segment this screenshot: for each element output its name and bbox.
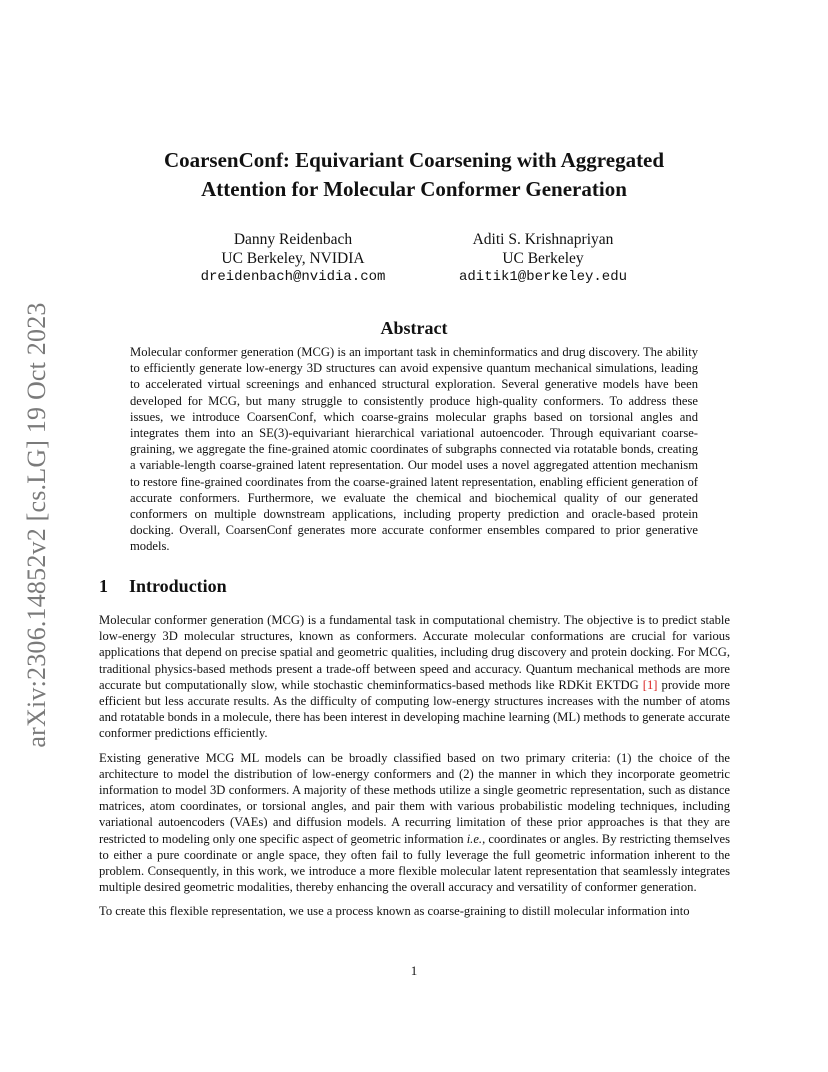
paragraph-text: , coordinates or angles. By restricting themselves to either a pure coordinate or angle space, they often fail to fully leverage the full geometric information inherent to the problem. Consequently, in this work, we introduce a more flexible molecular latent representation that seamlessly integrates multiple desired geometric modalities, thereby enhancing the overall accuracy and versatility of conformer generation. <box>99 831 730 895</box>
paper-title <box>108 146 720 204</box>
arxiv-sidebar-stamp <box>22 290 52 760</box>
paragraph-text: Existing generative MCG ML models can be broadly classified based on two primary criteria: (1) the choice of the architecture to model the distribution of low-energy conformers and (2) the manner in which they incorporate geometric information to model 3D conformers. A majority of these methods utilize a single geometric representation, such as distance matrices, atom coordinates, or torsional angles, and pair them with various probabilistic modeling techniques, including variational autoencoders (VAEs) and diffusion models. A recurring limitation of these prior approaches is that they are restricted to modeling only one specific aspect of geometric information <box>99 750 730 846</box>
body-text <box>99 612 730 928</box>
title-line-1: CoarsenConf: Equivariant Coarsening with Aggregated <box>163 148 665 172</box>
paragraph-1 <box>99 612 730 742</box>
author-2 <box>432 230 654 287</box>
italic-text: i.e. <box>466 831 483 846</box>
author-affiliation: UC Berkeley <box>502 250 584 267</box>
abstract-heading: Abstract <box>380 318 448 338</box>
author-email[interactable]: dreidenbach@nvidia.com <box>200 269 386 285</box>
section-heading <box>99 576 227 597</box>
section-number: 1 <box>99 576 108 596</box>
paragraph-text: Molecular conformer generation (MCG) is a fundamental task in computational chemistry. The objective is to predict stable low-energy 3D molecular structures, known as conformers. Accurate molecular conformations are crucial for various applications that depend on precise spatial and geometric qualities, including drug discovery and protein docking. For MCG, traditional physics-based methods present a trade-off between speed and accuracy. Quantum mechanical methods are more accurate but computationally slow, while stochastic cheminformatics-based methods like RDKit EKTDG <box>99 613 730 692</box>
title-line-2: Attention for Molecular Conformer Generation <box>201 177 627 201</box>
paragraph-text: provide more efficient but less accurate results. As the difficulty of computing low-energy structures increases with the number of atoms and rotatable bonds in a molecule, there has been interest in developing machine learning (ML) methods to generate accurate conformer predictions efficiently. <box>99 677 730 741</box>
abstract-text: Molecular conformer generation (MCG) is an important task in cheminformatics and drug discovery. The ability to efficiently generate low-energy 3D structures can avoid expensive quantum mechanical simulations, leading to accelerated virtual screenings and enhanced structural exploration. Several generative models have been developed for MCG, but many struggle to consistently produce high-quality conformers. To address these issues, we introduce CoarsenConf, which coarse-grains molecular graphs based on torsional angles and integrates them into an SE(3)-equivariant hierarchical variational autoencoder. Through equivariant coarse-graining, we aggregate the fine-grained atomic coordinates of subgraphs connected via rotatable bonds, creating a variable-length coarse-grained latent representation. Our model uses a novel aggregated attention mechanism to restore fine-grained coordinates from the coarse-grained latent representation, enabling efficient generation of accurate conformers. Furthermore, we evaluate the chemical and biochemical quality of our generated conformers on multiple downstream applications, including property prediction and oracle-based protein docking. Overall, CoarsenConf generates more accurate conformer ensembles compared to prior generative models. <box>130 345 698 554</box>
citation-link[interactable]: [1] <box>642 677 658 692</box>
author-1 <box>178 230 408 287</box>
page-number: 1 <box>410 963 418 978</box>
paragraph-3: To create this flexible representation, we use a process known as coarse-graining to distill molecular information into <box>99 904 690 919</box>
author-email[interactable]: aditik1@berkeley.edu <box>458 269 628 285</box>
section-title: Introduction <box>129 576 227 596</box>
author-name: Danny Reidenbach <box>233 231 353 248</box>
author-name: Aditi S. Krishnapriyan <box>472 231 614 248</box>
arxiv-identifier: arXiv:2306.14852v2 [cs.LG] 19 Oct 2023 <box>22 302 51 748</box>
paragraph-2 <box>99 750 730 896</box>
author-affiliation: UC Berkeley, NVIDIA <box>221 250 365 267</box>
